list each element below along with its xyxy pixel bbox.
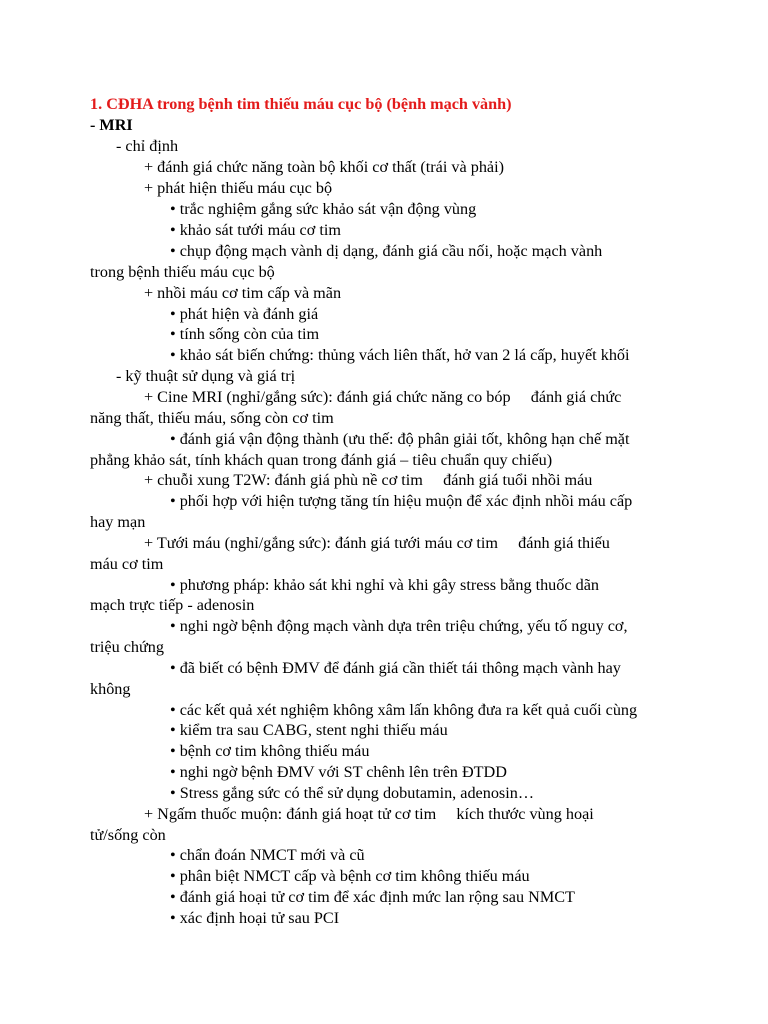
text-line: mạch trực tiếp - adenosin [90, 596, 255, 614]
text-line: triệu chứng [90, 638, 164, 656]
text-line: • kiểm tra sau CABG, stent nghi thiếu máu [170, 721, 448, 739]
text-line: + Tưới máu (nghỉ/gắng sức): đánh giá tưới máu cơ tim đánh giá thiếu [144, 534, 610, 552]
text-line: • trắc nghiệm gắng sức khảo sát vận động vùng [170, 200, 477, 218]
text-line: trong bệnh thiếu máu cục bộ [90, 263, 275, 281]
text-line: • phát hiện và đánh giá [170, 305, 319, 323]
text-line: • các kết quả xét nghiệm không xâm lấn không đưa ra kết quả cuối cùng [170, 701, 638, 719]
text-line: tử/sống còn [90, 826, 166, 844]
text-line: - kỹ thuật sử dụng và giá trị [116, 367, 296, 385]
section-heading: 1. CĐHA trong bệnh tim thiếu máu cục bộ (bệnh mạch vành) [90, 95, 512, 113]
text-line: • khảo sát biến chứng: thủng vách liên thất, hở van 2 lá cấp, huyết khối [170, 346, 630, 364]
subheading-mri: - MRI [90, 116, 133, 134]
text-line: + nhồi máu cơ tim cấp và mãn [144, 284, 342, 302]
text-line: • phối hợp với hiện tượng tăng tín hiệu muộn để xác định nhồi máu cấp [170, 492, 633, 510]
text-line: + phát hiện thiếu máu cục bộ [144, 179, 333, 197]
text-line: không [90, 680, 131, 698]
text-line: + đánh giá chức năng toàn bộ khối cơ thất (trái và phải) [144, 158, 504, 176]
text-line: + Cine MRI (nghỉ/gắng sức): đánh giá chức năng co bóp đánh giá chức [144, 388, 622, 406]
text-line: • đánh giá vận động thành (ưu thế: độ phân giải tốt, không hạn chế mặt [170, 430, 630, 448]
text-line: • chẩn đoán NMCT mới và cũ [170, 846, 365, 864]
text-line: • bệnh cơ tim không thiếu máu [170, 742, 370, 760]
text-line: • chụp động mạch vành dị dạng, đánh giá cầu nối, hoặc mạch vành [170, 242, 603, 260]
text-line: • nghi ngờ bệnh động mạch vành dựa trên triệu chứng, yếu tố nguy cơ, [170, 617, 628, 635]
text-line: • đã biết có bệnh ĐMV để đánh giá cần thiết tái thông mạch vành hay [170, 659, 621, 677]
text-line: • tính sống còn của tim [170, 325, 320, 343]
text-line: + chuỗi xung T2W: đánh giá phù nề cơ tim đánh giá tuổi nhồi máu [144, 471, 593, 489]
text-line: • phân biệt NMCT cấp và bệnh cơ tim không thiếu máu [170, 867, 530, 885]
text-line: • phương pháp: khảo sát khi nghỉ và khi gây stress bằng thuốc dãn [170, 576, 599, 594]
text-line: hay mạn [90, 513, 146, 531]
text-line: + Ngấm thuốc muộn: đánh giá hoạt tử cơ tim kích thước vùng hoại [144, 805, 594, 823]
text-line: • khảo sát tưới máu cơ tim [170, 221, 341, 239]
text-line: phẳng khảo sát, tính khách quan trong đánh giá – tiêu chuẩn quy chiếu) [90, 451, 553, 469]
text-line: • nghi ngờ bệnh ĐMV với ST chênh lên trên ĐTDD [170, 763, 507, 781]
text-line: • đánh giá hoại tử cơ tim để xác định mức lan rộng sau NMCT [170, 888, 575, 906]
text-line: năng thất, thiếu máu, sống còn cơ tim [90, 409, 334, 427]
text-line: • xác định hoại tử sau PCI [170, 909, 340, 927]
text-line: • Stress gắng sức có thể sử dụng dobutamin, adenosin… [170, 784, 535, 802]
text-line: máu cơ tim [90, 555, 164, 573]
text-line: - chỉ định [116, 137, 179, 155]
